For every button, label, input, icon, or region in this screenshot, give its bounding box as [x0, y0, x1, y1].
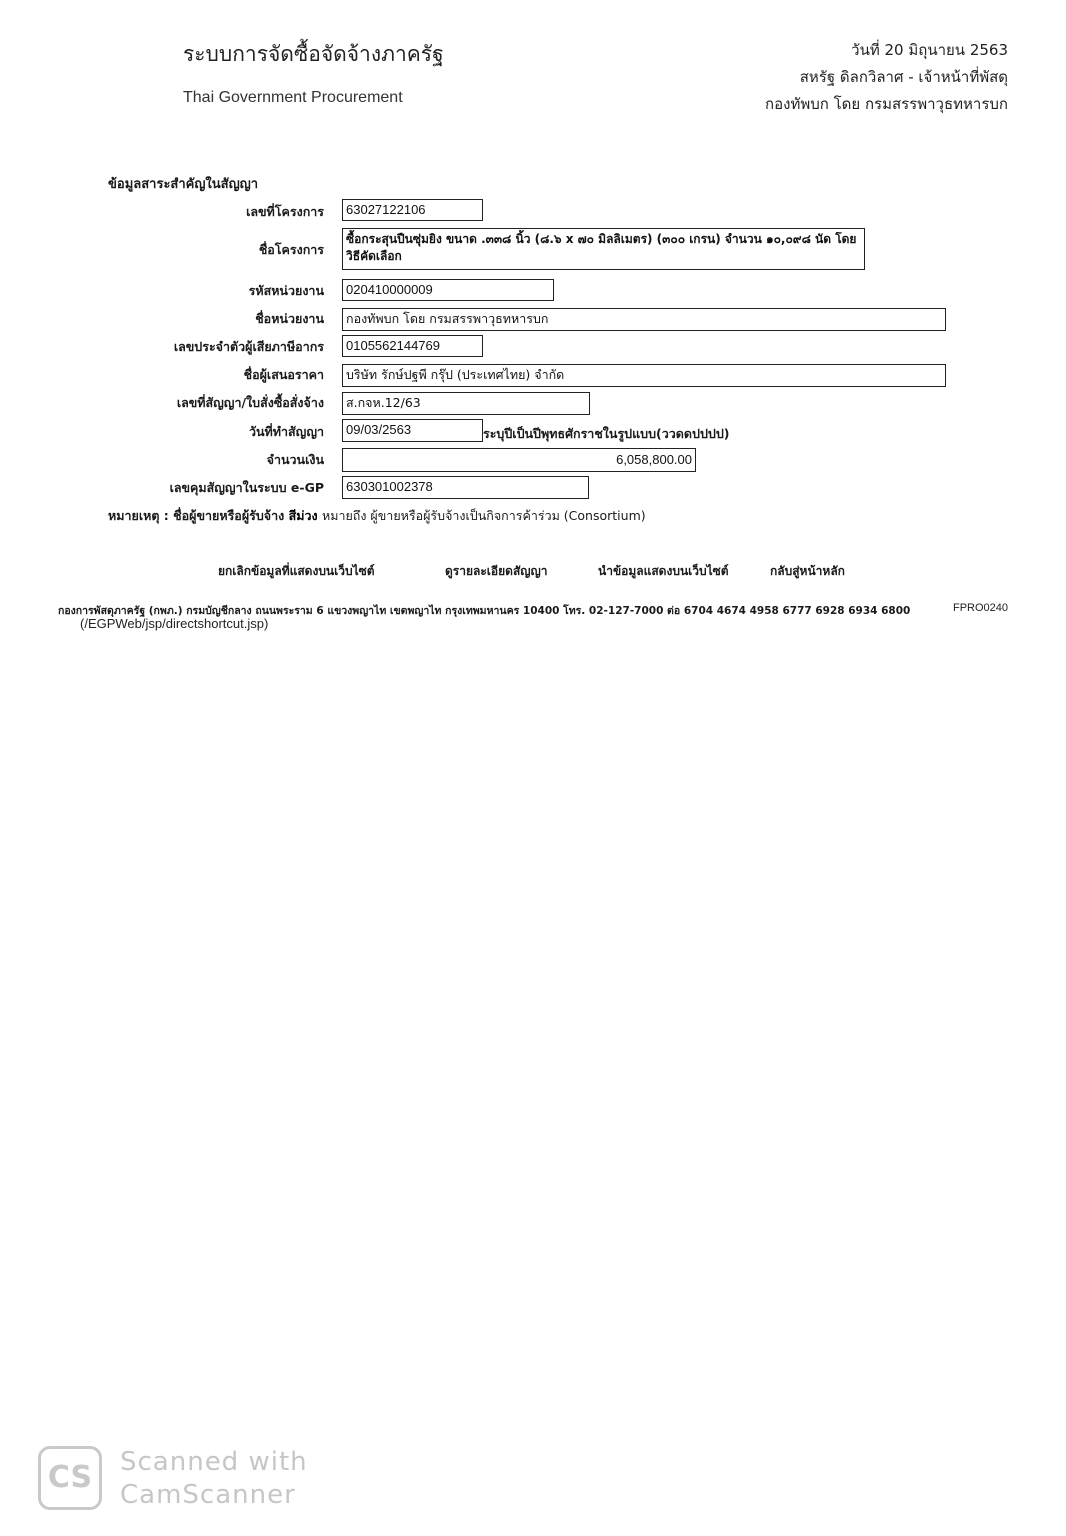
contract-date-label: วันที่ทำสัญญา	[248, 424, 324, 439]
system-subtitle: Thai Government Procurement	[183, 89, 403, 106]
amount-field[interactable]: 6,058,800.00	[342, 448, 696, 472]
tax-id-field[interactable]: 0105562144769	[342, 335, 483, 357]
cancel-display-link[interactable]: ยกเลิกข้อมูลที่แสดงบนเว็บไซต์	[218, 564, 375, 578]
bidder-name-label: ชื่อผู้เสนอราคา	[243, 367, 324, 382]
project-no-field[interactable]: 63027122106	[342, 199, 483, 221]
form-code: FPRO0240	[952, 602, 1008, 614]
user-name: สหรัฐ ดิลกวิลาศ - เจ้าหน้าที่พัสดุ	[799, 68, 1008, 86]
bidder-name-field[interactable]: บริษัท รักษ์ปฐพี กรุ๊ป (ประเทศไทย) จำกัด	[342, 364, 946, 387]
tax-id-label: เลขประจำตัวผู้เสียภาษีอากร	[173, 339, 324, 354]
view-contract-link[interactable]: ดูรายละเอียดสัญญา	[445, 564, 548, 578]
footer-address: กองการพัสดุภาครัฐ (กพภ.) กรมบัญชีกลาง ถนนพระราม 6 แขวงพญาไท เขตพญาไท กรุงเทพมหานคร 10400 โทร. 02-127-7000 ต่อ 6704 4674 4958 6777 6928 6934 6800	[58, 605, 911, 617]
watermark-line1: Scanned with	[120, 1447, 308, 1477]
system-title: ระบบการจัดซื้อจัดจ้างภาครัฐ	[183, 42, 444, 66]
project-name-label: ชื่อโครงการ	[258, 242, 324, 257]
print-date: วันที่ 20 มิถุนายน 2563	[851, 41, 1008, 59]
organization-name: กองทัพบก โดย กรมสรรพาวุธทหารบก	[765, 95, 1008, 113]
project-name-field[interactable]: ซื้อกระสุนปืนซุ่มยิง ขนาด .๓๓๘ นิ้ว (๘.๖ x ๗๐ มิลลิเมตร) (๓๐๐ เกรน) จำนวน ๑๐,๐๙๘ นัด โดยวิธีคัดเลือก	[342, 228, 865, 270]
contract-no-field[interactable]: ส.กจห.12/63	[342, 392, 590, 415]
amount-label: จำนวนเงิน	[266, 452, 324, 467]
section-title: ข้อมูลสาระสำคัญในสัญญา	[108, 177, 259, 192]
back-home-link[interactable]: กลับสู่หน้าหลัก	[770, 564, 845, 578]
agency-name-field[interactable]: กองทัพบก โดย กรมสรรพาวุธทหารบก	[342, 308, 946, 331]
project-no-label: เลขที่โครงการ	[246, 204, 324, 219]
watermark-line2: CamScanner	[120, 1480, 296, 1510]
page-path: (/EGPWeb/jsp/directshortcut.jsp)	[80, 616, 269, 631]
contract-no-label: เลขที่สัญญา/ใบสั่งซื้อสั่งจ้าง	[176, 395, 324, 410]
contract-date-hint: ระบุปีเป็นปีพุทธศักราชในรูปแบบ(ววดดปปปป)	[483, 426, 730, 441]
camscanner-logo-icon: CS	[38, 1446, 102, 1510]
remark-note	[108, 506, 646, 526]
publish-link[interactable]: นำข้อมูลแสดงบนเว็บไซต์	[598, 564, 729, 578]
remark-suffix: หมายถึง ผู้ขายหรือผู้รับจ้างเป็นกิจการค้าร่วม (Consortium)	[321, 508, 646, 523]
agency-code-label: รหัสหน่วยงาน	[248, 283, 324, 298]
egp-control-no-label: เลขคุมสัญญาในระบบ e-GP	[169, 480, 324, 495]
watermark-text	[120, 1446, 308, 1512]
egp-control-no-field[interactable]: 630301002378	[342, 476, 589, 499]
remark-prefix: หมายเหตุ : ชื่อผู้ขายหรือผู้รับจ้าง	[108, 508, 285, 523]
agency-code-field[interactable]: 020410000009	[342, 279, 554, 301]
remark-highlight: สีม่วง	[288, 508, 318, 523]
agency-name-label: ชื่อหน่วยงาน	[255, 311, 324, 326]
contract-date-field[interactable]: 09/03/2563	[342, 419, 483, 442]
